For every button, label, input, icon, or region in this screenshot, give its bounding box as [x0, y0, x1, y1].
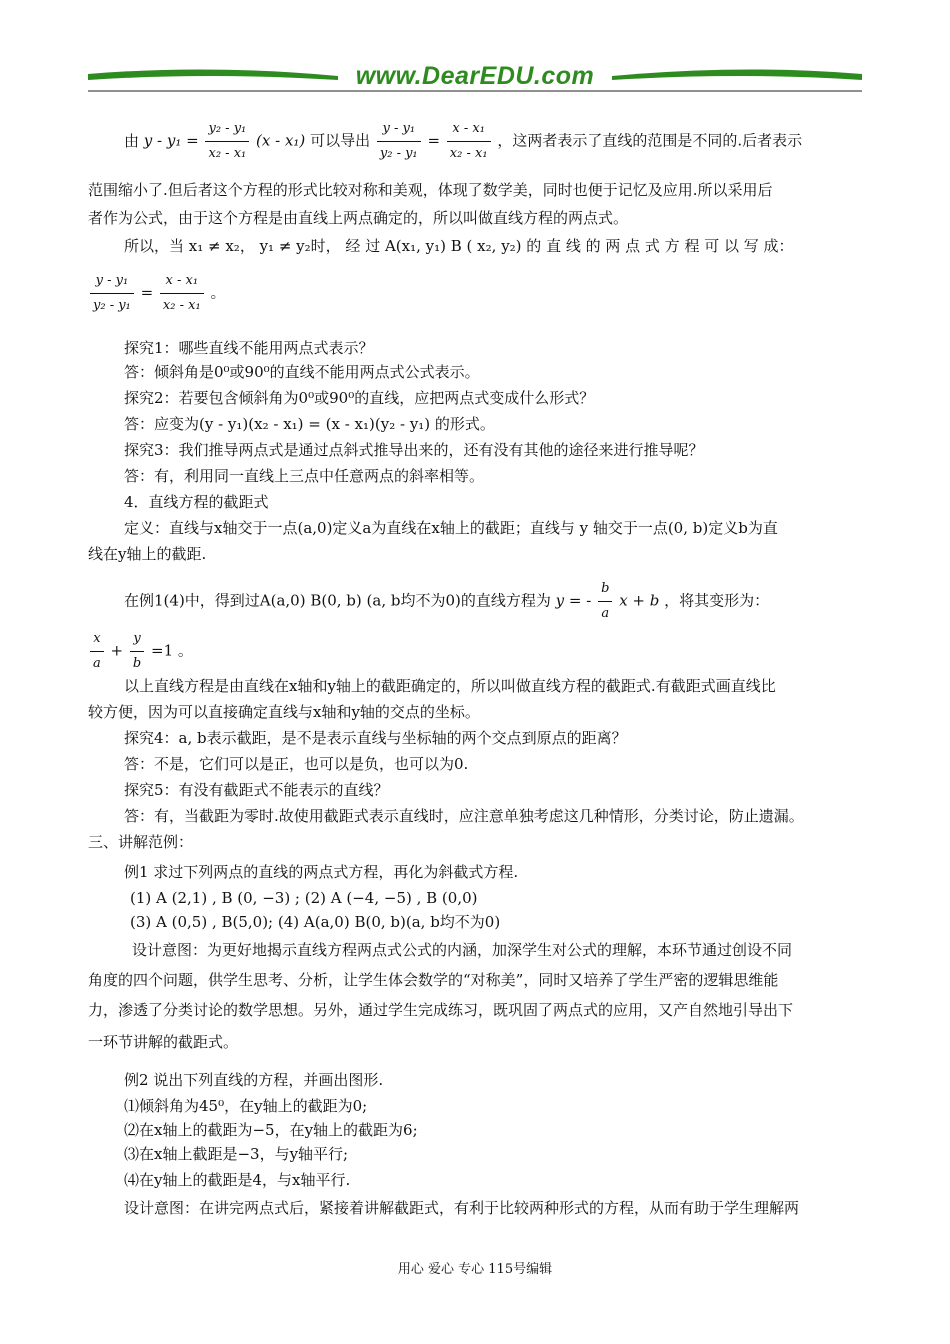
formula-intercept: $\frac{x}{a}$ + $\frac{y}{b}$ =1 。: [88, 628, 868, 675]
paragraph-line: (3) A (0,5) , B(5,0); (4) A(a,0) B(0, b)(a, b均不为0): [130, 913, 501, 931]
paragraph-line: 答：应变为(y - y₁)(x₂ - x₁) = (x - x₁)(y₂ - y₁) 的形式。: [124, 415, 495, 433]
paragraph-line: ⑶在x轴上截距是−3，与y轴平行;: [124, 1145, 349, 1163]
paragraph-line: 答：有，利用同一直线上三点中任意两点的斜率相等。: [124, 467, 485, 485]
paragraph-line: 一环节讲解的截距式。: [88, 1033, 239, 1051]
paragraph-line: ⑵在x轴上的截距为−5，在y轴上的截距为6;: [124, 1121, 418, 1139]
paragraph-line: 探究1：哪些直线不能用两点式表示？: [124, 339, 374, 357]
paragraph-line: 线在y轴上的截距.: [88, 545, 207, 563]
paragraph-line: (1) A (2,1) , B (0, −3) ; (2) A (−4, −5) , B (0,0): [130, 889, 478, 907]
paragraph-line: 定义：直线与x轴交于一点(a,0)定义a为直线在x轴上的截距；直线与 y 轴交于一点(0, b)定义b为直: [124, 519, 778, 537]
paragraph-line: 探究5：有没有截距式不能表示的直线？: [124, 781, 389, 799]
paragraph-line: 者作为公式，由于这个方程是由直线上两点确定的，所以叫做直线方程的两点式。: [88, 209, 629, 227]
paragraph-line: 答：有，当截距为零时.故使用截距式表示直线时，应注意单独考虑这几种情形，分类讨论，防止遗漏。: [124, 807, 804, 825]
section-heading: 4．直线方程的截距式: [124, 493, 269, 511]
paragraph-line: 以上直线方程是由直线在x轴和y轴上的截距确定的，所以叫做直线方程的截距式.有截距式画直线比: [124, 677, 776, 695]
paragraph-line: 答：倾斜角是0⁰或90⁰的直线不能用两点式公式表示。: [124, 363, 480, 381]
page-header: [88, 60, 862, 96]
paragraph-line: 由 y - y₁ = $\frac{\text{y₂ - y₁}}{\text{x₂ - x₁}}$ (x - x₁) 可以导出 $\frac{\text{y - y₁}}{\text{y₂ - y₁}}$ = $\frac{\text{x - x₁}}{\text{x₂ - x₁}}$ ，这两者表示了直线的范围是不同的.后者表示: [88, 118, 868, 165]
paragraph-line: ⑷在y轴上的截距是4，与x轴平行.: [124, 1171, 351, 1189]
paragraph-line: 角度的四个问题，供学生思考、分析，让学生体会数学的“对称美”，同时又培养了学生严密的逻辑思维能: [88, 971, 779, 989]
paragraph-line: 所以，当 x₁ ≠ x₂， y₁ ≠ y₂时， 经 过 A(x₁, y₁) B ( x₂, y₂) 的 直 线 的 两 点 式 方 程 可 以 写 成：: [124, 237, 794, 255]
paragraph-line: 较方便，因为可以直接确定直线与x轴和y轴的交点的坐标。: [88, 703, 480, 721]
paragraph-line: 设计意图：为更好地揭示直线方程两点式公式的内涵，加深学生对公式的理解，本环节通过创设不同: [132, 941, 793, 959]
paragraph-line: 答：不是，它们可以是正，也可以是负，也可以为0.: [124, 755, 469, 773]
section-heading: 三、讲解范例：: [88, 833, 194, 851]
formula-two-point: $\frac{\text{y - y₁}}{\text{y₂ - y₁}}$ = $\frac{\text{x - x₁}}{\text{x₂ - x₁}}$ 。: [88, 270, 868, 317]
paragraph-line: 范围缩小了.但后者这个方程的形式比较对称和美观，体现了数学美，同时也便于记忆及应用.所以采用后: [88, 181, 773, 199]
paragraph-line: 探究2：若要包含倾斜角为0⁰或90⁰的直线，应把两点式变成什么形式？: [124, 389, 595, 407]
paragraph-line: ⑴倾斜角为45⁰，在y轴上的截距为0;: [124, 1097, 368, 1115]
site-logo: www.DearEDU.com: [355, 62, 595, 90]
paragraph-line: 在例1(4)中，得到过A(a,0) B(0, b) (a, b均不为0)的直线方程为 y = - $\frac{b}{a}$ x + b ，将其变形为：: [124, 578, 904, 625]
page-footer: 用心 爱心 专心 115号编辑: [397, 1262, 553, 1277]
paragraph-line: 例2 说出下列直线的方程，并画出图形.: [124, 1071, 384, 1089]
paragraph-line: 探究3：我们推导两点式是通过点斜式推导出来的，还有没有其他的途径来进行推导呢？: [124, 441, 704, 459]
paragraph-line: 力，渗透了分类讨论的数学思想。另外，通过学生完成练习，既巩固了两点式的应用，又产自然地引导出下: [88, 1001, 794, 1019]
paragraph-line: 设计意图：在讲完两点式后，紧接着讲解截距式，有利于比较两种形式的方程，从而有助于学生理解两: [124, 1199, 800, 1217]
paragraph-line: 例1 求过下列两点的直线的两点式方程，再化为斜截式方程.: [124, 863, 519, 881]
paragraph-line: 探究4：a, b表示截距，是不是表示直线与坐标轴的两个交点到原点的距离？: [124, 729, 627, 747]
